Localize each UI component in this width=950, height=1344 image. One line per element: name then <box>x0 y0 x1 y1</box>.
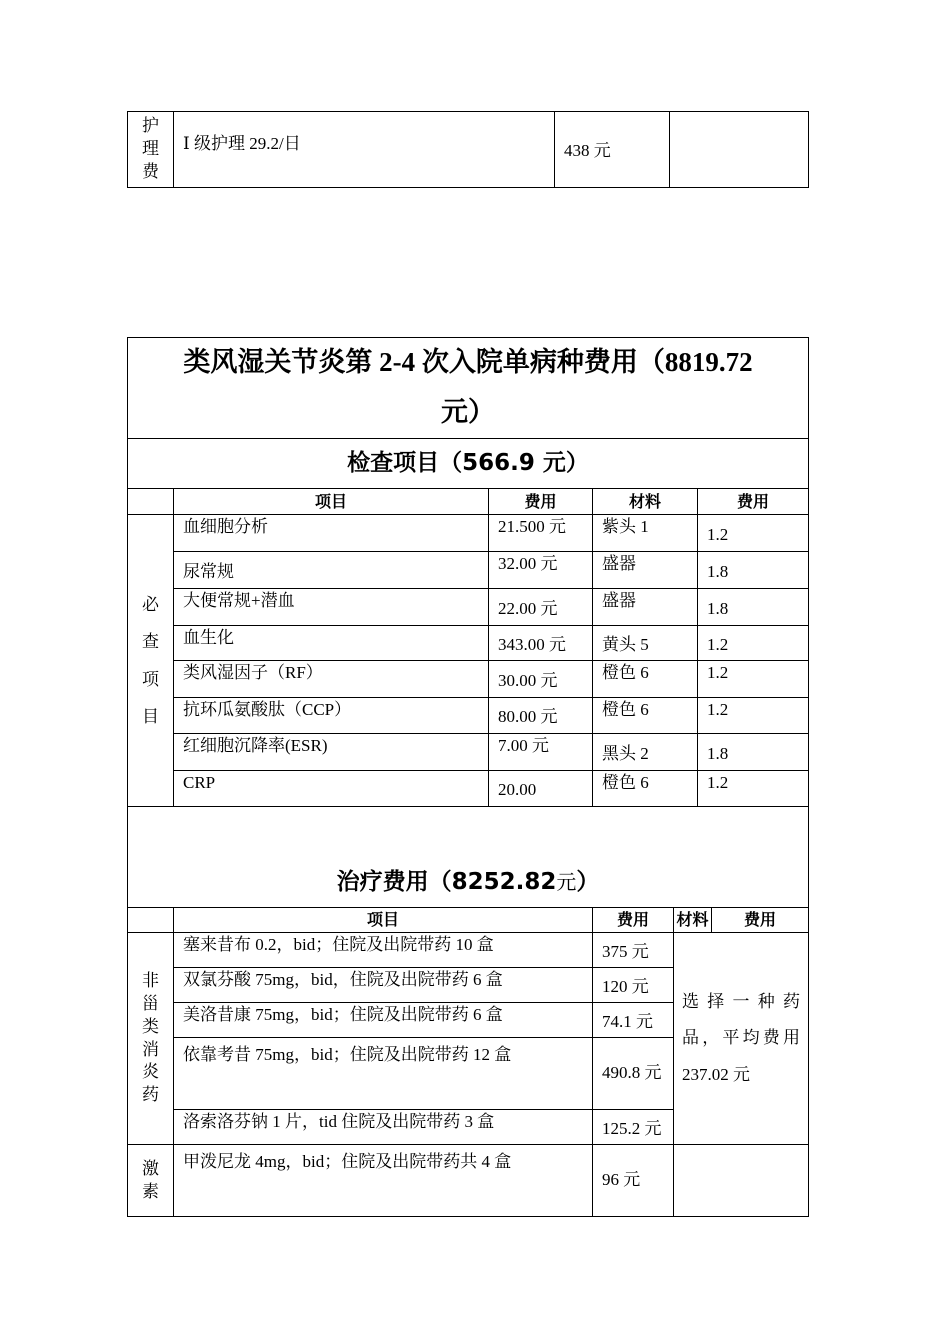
treatment-item: 依靠考昔 75mg，bid；住院及出院带药 12 盒 <box>174 1038 593 1110</box>
table-row <box>128 734 809 771</box>
page-title: 类风湿关节炎第 2-4 次入院单病种费用（8819.72 元） <box>128 338 809 439</box>
treatment-fee: 120 元 <box>593 968 674 1003</box>
table-row <box>128 1145 809 1217</box>
treatment-fee: 125.2 元 <box>593 1110 674 1145</box>
exam-item: 血细胞分析 <box>174 515 489 552</box>
hormone-group-label: 激 素 <box>128 1145 174 1217</box>
treatment-fee: 74.1 元 <box>593 1003 674 1038</box>
nsaid-group-label: 非 甾 类 消 炎 药 <box>128 933 174 1145</box>
exam-material: 盛器 <box>593 552 698 589</box>
exam-material-fee: 1.8 <box>698 734 809 771</box>
exam-item: 尿常规 <box>174 552 489 589</box>
exam-item: CRP <box>174 771 489 807</box>
table-row <box>128 771 809 807</box>
exam-fee: 21.500 元 <box>489 515 593 552</box>
exam-material-fee: 1.2 <box>698 771 809 807</box>
table-row <box>128 552 809 589</box>
table-row <box>128 933 809 968</box>
exam-fee: 20.00 <box>489 771 593 807</box>
exam-material: 橙色 6 <box>593 771 698 807</box>
exam-material: 橙色 6 <box>593 661 698 698</box>
treatment-header-blank <box>128 908 174 933</box>
table-row <box>128 661 809 698</box>
treatment-header-item: 项目 <box>174 908 593 933</box>
exam-material-fee: 1.2 <box>698 626 809 661</box>
table-row <box>128 515 809 552</box>
nursing-item: Ⅰ 级护理 29.2/日 <box>174 112 555 188</box>
exam-item: 类风湿因子（RF） <box>174 661 489 698</box>
hormone-note-blank <box>674 1145 809 1217</box>
exam-fee: 32.00 元 <box>489 552 593 589</box>
table-row <box>128 626 809 661</box>
treatment-fee: 375 元 <box>593 933 674 968</box>
nsaid-selection-note: 选择一种药品，平均费用 237.02 元 <box>674 933 809 1145</box>
treatment-item: 双氯芬酸 75mg，bid，住院及出院带药 6 盒 <box>174 968 593 1003</box>
exam-material-fee: 1.2 <box>698 661 809 698</box>
nursing-label: 护 理 费 <box>128 112 174 188</box>
nursing-fee-table <box>127 111 809 188</box>
exam-fee: 7.00 元 <box>489 734 593 771</box>
treatment-heading: 治疗费用（8252.82元） <box>128 807 809 908</box>
exam-material: 黑头 2 <box>593 734 698 771</box>
exam-fee: 30.00 元 <box>489 661 593 698</box>
exam-fee: 22.00 元 <box>489 589 593 626</box>
table-row <box>128 698 809 734</box>
exam-material-fee: 1.8 <box>698 589 809 626</box>
exam-material: 橙色 6 <box>593 698 698 734</box>
treatment-header-material-fee: 费用 <box>712 908 809 933</box>
exam-header-material-fee: 费用 <box>698 489 809 515</box>
nursing-extra <box>670 112 809 188</box>
exam-heading: 检查项目（566.9 元） <box>128 439 809 489</box>
table-row <box>128 589 809 626</box>
treatment-fee: 490.8 元 <box>593 1038 674 1110</box>
exam-material-fee: 1.2 <box>698 698 809 734</box>
treatment-item: 美洛昔康 75mg，bid；住院及出院带药 6 盒 <box>174 1003 593 1038</box>
treatment-header-fee: 费用 <box>593 908 674 933</box>
exam-header-fee: 费用 <box>489 489 593 515</box>
exam-header-material: 材料 <box>593 489 698 515</box>
treatment-item: 洛索洛芬钠 1 片，tid 住院及出院带药 3 盒 <box>174 1110 593 1145</box>
exam-item: 大便常规+潜血 <box>174 589 489 626</box>
treatment-header-material: 材料 <box>674 908 712 933</box>
exam-fee: 343.00 元 <box>489 626 593 661</box>
treatment-item: 塞来昔布 0.2，bid；住院及出院带药 10 盒 <box>174 933 593 968</box>
exam-item: 抗环瓜氨酸肽（CCP） <box>174 698 489 734</box>
exam-header-blank <box>128 489 174 515</box>
exam-fee: 80.00 元 <box>489 698 593 734</box>
exam-item: 血生化 <box>174 626 489 661</box>
disease-cost-table <box>127 337 809 1217</box>
exam-item: 红细胞沉降率(ESR) <box>174 734 489 771</box>
exam-material: 黄头 5 <box>593 626 698 661</box>
exam-material: 盛器 <box>593 589 698 626</box>
nursing-fee: 438 元 <box>555 112 670 188</box>
exam-material-fee: 1.8 <box>698 552 809 589</box>
exam-material: 紫头 1 <box>593 515 698 552</box>
exam-group-label: 必 查 项 目 <box>128 515 174 807</box>
treatment-fee: 96 元 <box>593 1145 674 1217</box>
exam-material-fee: 1.2 <box>698 515 809 552</box>
exam-header-item: 项目 <box>174 489 489 515</box>
treatment-item: 甲泼尼龙 4mg，bid；住院及出院带药共 4 盒 <box>174 1145 593 1217</box>
